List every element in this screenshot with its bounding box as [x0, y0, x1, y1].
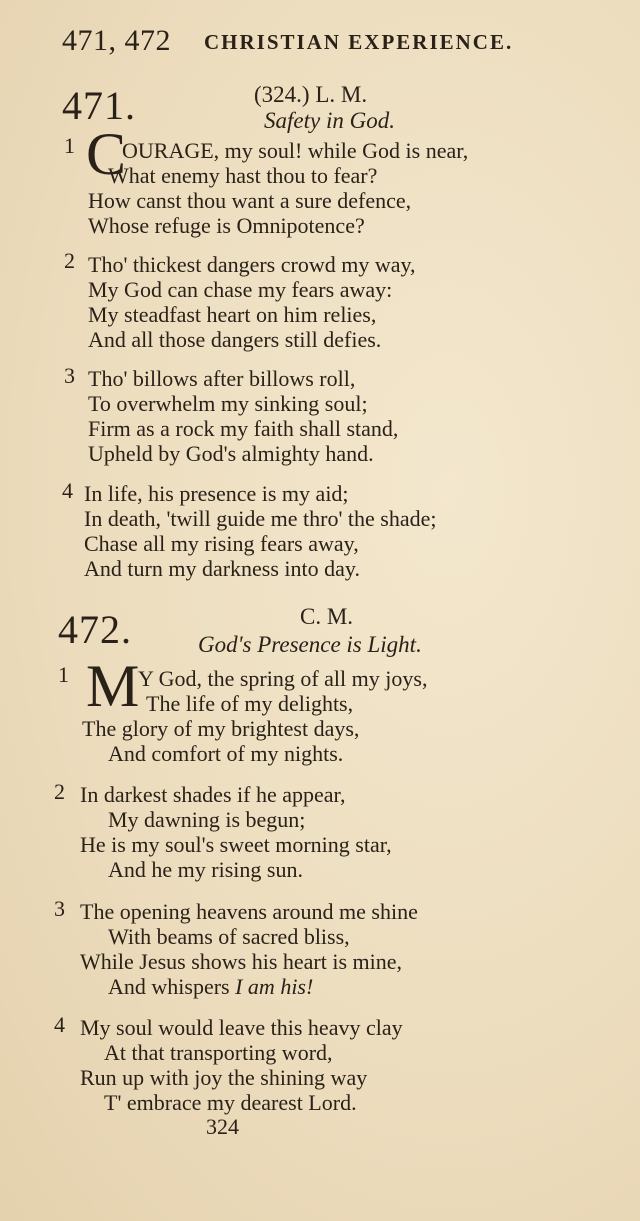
verse-line: In life, his presence is my aid; [84, 481, 349, 506]
verse-line: My dawning is begun; [108, 807, 306, 832]
verse-line: While Jesus shows his heart is mine, [80, 949, 403, 974]
verse-line-text: And whispers [108, 974, 236, 999]
verse-line: Run up with joy the shining way [80, 1065, 368, 1090]
header-running-title: CHRISTIAN EXPERIENCE. [204, 30, 514, 54]
drop-cap: M [86, 653, 140, 719]
verse-line: And turn my darkness into day. [84, 556, 360, 581]
verse-line: My God can chase my fears away: [88, 277, 393, 302]
verse-line: Tho' thickest dangers crowd my way, [88, 252, 416, 277]
verse-line: And he my rising sun. [108, 857, 303, 882]
verse-line: Y God, the spring of all my joys, [138, 666, 428, 691]
verse-line: How canst thou want a sure defence, [88, 188, 412, 213]
verse-number: 1 [64, 133, 75, 158]
verse-line: With beams of sacred bliss, [108, 924, 350, 949]
verse-line: To overwhelm my sinking soul; [88, 391, 368, 416]
verse-line [108, 974, 313, 1000]
verse-line: Whose refuge is Omnipotence? [88, 213, 365, 238]
verse-line: And comfort of my nights. [108, 741, 344, 766]
verse-number: 2 [64, 248, 75, 273]
verse-number: 2 [54, 779, 65, 804]
verse-number: 4 [54, 1012, 65, 1037]
verse-number: 4 [62, 478, 73, 503]
verse-line: The opening heavens around me shine [80, 899, 418, 924]
verse-line: In darkest shades if he appear, [80, 782, 346, 807]
verse-line: The glory of my brightest days, [82, 716, 360, 741]
verse-line: What enemy hast thou to fear? [108, 163, 378, 188]
hymn-number: 471. [62, 83, 136, 128]
verse-line: OURAGE, my soul! while God is near, [122, 138, 469, 163]
verse-line: Upheld by God's almighty hand. [88, 441, 374, 466]
verse-line: In death, 'twill guide me thro' the shade; [84, 506, 437, 531]
verse-line: He is my soul's sweet morning star, [80, 832, 392, 857]
hymn-subtitle: Safety in God. [264, 108, 395, 133]
hymn-subtitle: God's Presence is Light. [198, 632, 422, 657]
verse-number: 3 [64, 363, 75, 388]
verse-line: T' embrace my dearest Lord. [104, 1090, 357, 1115]
verse-line-italic: I am his! [235, 974, 314, 999]
verse-number: 3 [54, 896, 65, 921]
hymn-number: 472. [58, 607, 132, 652]
page-folio: 324 [206, 1114, 239, 1139]
verse-line: My steadfast heart on him relies, [88, 302, 377, 327]
hymn-meta: C. M. [300, 604, 354, 629]
running-header [62, 24, 600, 64]
header-page-numbers: 471, 472 [62, 24, 171, 57]
verse-line: The life of my delights, [146, 691, 354, 716]
verse-line: And all those dangers still defies. [88, 327, 382, 352]
verse-line: Chase all my rising fears away, [84, 531, 359, 556]
verse-line: At that transporting word, [104, 1040, 333, 1065]
verse-line: Tho' billows after billows roll, [88, 366, 356, 391]
verse-number: 1 [58, 662, 69, 687]
hymn-meta: (324.) L. M. [254, 82, 368, 107]
verse-line: My soul would leave this heavy clay [80, 1015, 403, 1040]
drop-cap: C [86, 121, 127, 187]
verse-line: Firm as a rock my faith shall stand, [88, 416, 399, 441]
